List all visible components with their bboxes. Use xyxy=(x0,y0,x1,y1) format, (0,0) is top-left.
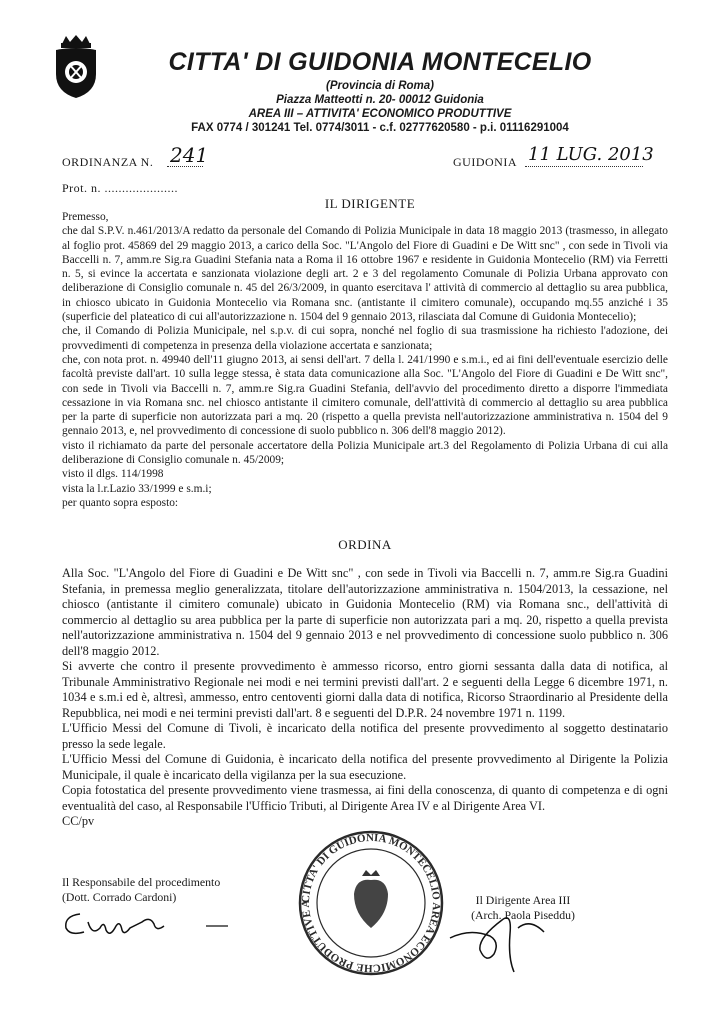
left-handwritten-signature xyxy=(58,902,238,947)
premesso-paragraph: vista la l.r.Lazio 33/1999 e s.m.i; xyxy=(62,482,212,495)
ordina-paragraph: L'Ufficio Messi del Comune di Tivoli, è incaricato della notifica del presente provvedimento al soggetto destinatario presso la sede legale. xyxy=(62,721,668,751)
ordinanza-label: ORDINANZA N. xyxy=(62,155,154,169)
right-handwritten-signature xyxy=(440,898,580,983)
ordina-section xyxy=(62,566,668,830)
right-role: Il Dirigente Area III xyxy=(475,893,571,907)
ordina-paragraph: Copia fotostatica del presente provvedimento viene trasmessa, ai fini della conoscenza, di quanto di competenza e di ogni eventualità del caso, al Responsabile l'Ufficio Tributi, al Dirigente Area IV e al Dirigente Area VI. xyxy=(62,783,668,813)
left-name: (Dott. Corrado Cardoni) xyxy=(62,890,177,904)
premesso-paragraph: che dal S.P.V. n.461/2013/A redatto da personale del Comando di Polizia Municipale in data 18 maggio 2013 (trasmesso, in allegato al foglio prot. 45869 del 29 maggio 2013, a carico della Soc. "L'Angolo del Fiore di Guadini e De Witt snc" , con sede in Tivoli via Baccelli n. 7, amm.re Sig.ra Guadini Stefania nata a Roma il 16 ottobre 1967 e residente in Guidonia Montecelio (RM) via Ferretti n. 5, si evince la accertata e sanzionata violazione degli art. 2 e 3 del regolamento Comunale di Polizia Urbana approvato con deliberazione di Consiglio comunale n. 45 del 26/3/2009, in quanto esercitava l' attività di commercio al dettaglio su area pubblica, in chiosco ubicato in Guidonia Montecelio via Romana snc. (antistante il cimitero comunale), occupando mq.55 anziché i 35 (superficie del plateatico di cui all'autorizzazione n. 1504 del 9 gennaio 2013, rilasciata dal Comune di Guidonia Montecelio); xyxy=(62,225,668,324)
prot-label: Prot. n. ..................... xyxy=(62,181,179,195)
ordinanza-number: 241 xyxy=(170,143,209,167)
cc-initials: CC/pv xyxy=(62,814,95,828)
province: (Provincia di Roma) xyxy=(326,80,434,92)
date-handwritten: 11 LUG. 2013 xyxy=(528,144,654,165)
stamp-text: CITTA' DI GUIDONIA MONTECELIO AREA ECONOMICHE PRODUTTIVE A xyxy=(299,831,443,975)
left-role: Il Responsabile del procedimento xyxy=(62,875,221,889)
ordina-paragraph: L'Ufficio Messi del Comune di Guidonia, è incaricato della notifica del presente provvedimento al Dirigente la Polizia Municipale, il quale è incaricato della vigilanza per la sua esecuzione. xyxy=(62,752,668,782)
premesso-paragraph: che, con nota prot. n. 49940 dell'11 giugno 2013, ai sensi dell'art. 7 della l. 241/1990 e s.m.i., ed ai fini dell'eventuale esercizio delle facoltà previste dall'art. 10 sulla legge stessa, è stata data comunicazione alla Soc. "L'Angolo del Fiore di Guadini e De Witt snc", con sede in Tivoli via Baccelli n. 7, amm.re Sig.ra Guadini Stefania, dell'avvio del procedimento diretto a disporre l'immediata cessazione in via Romana snc. nel chiosco antistante il cimitero comunale, dell'attività di commercio al dettaglio su area pubblica per la parte di superficie non autorizzata pari a mq. 20 (rispetto a quella prevista nell'autorizzazione amministrativa n. 1504 del 9 gennaio 2013, e, nel provvedimento di concessione di suolo pubblico n. 306 dell'8 maggio 2012). xyxy=(62,353,668,438)
left-signature-block xyxy=(62,875,220,905)
official-stamp xyxy=(296,828,446,978)
right-name: (Arch. Paola Piseddu) xyxy=(471,908,575,922)
premesso-paragraph: visto il richiamato da parte del personale accertatore della Polizia Municipale art.3 del Regolamento di Polizia Urbana di cui alla deliberazione di Consiglio comunale n. 45/2009; xyxy=(62,439,668,467)
ordina-paragraph: Si avverte che contro il presente provvedimento è ammesso ricorso, entro giorni sessanta dalla data di notifica, al Tribunale Amministrativo Regionale nei modi e nei termini previsti dall'art. 2 e seguenti della Legge 6 dicembre 1971, n. 1034 e s.m.i ed è, altresì, ammesso, entro centoventi giorni dalla data di notifica, Ricorso Straordinario al Presidente della Repubblica, nei modi e nei termini previsti dall'art. 8 e seguenti del D.P.R. 24 novembre 1971 n. 1199. xyxy=(62,659,668,720)
coat-of-arms-logo xyxy=(50,34,102,100)
address: Piazza Matteotti n. 20- 00012 Guidonia xyxy=(276,94,484,106)
city-name: CITTA' DI GUIDONIA MONTECELIO xyxy=(168,48,592,76)
premesso-section xyxy=(62,210,668,510)
premesso-intro: Premesso, xyxy=(62,211,109,223)
date-dots xyxy=(525,166,643,167)
title-dirigente: IL DIRIGENTE xyxy=(324,196,416,211)
premesso-paragraph: che, il Comando di Polizia Municipale, nel s.p.v. di cui sopra, nonché nel foglio di sua trasmissione ha richiesto l'adozione, dei provvedimenti di competenza in presenza della violazione accertata e sanzionata; xyxy=(62,325,668,352)
area-name: AREA III – ATTIVITA' ECONOMICO PRODUTTIVE xyxy=(248,108,512,120)
premesso-paragraph: visto il dlgs. 114/1998 xyxy=(62,468,164,481)
city-date-label: GUIDONIA xyxy=(453,155,517,169)
contacts: FAX 0774 / 301241 Tel. 0774/3011 - c.f. 02777620580 - p.i. 01116291004 xyxy=(191,122,569,134)
ordina-paragraph: Alla Soc. "L'Angolo del Fiore di Guadini e De Witt snc" , con sede in Tivoli via Baccelli n. 7, amm.re Sig.ra Guadini Stefania, in premessa meglio generalizzata, titolare dell'autorizzazione amministrativa n. 1504/2013, la cessazione, nel chiosco (antistante il cimitero comunale) ubicato in Guidonia Montecelio (RM) via Romana snc., dell'attività di commercio al dettaglio su area pubblica per la parte di superficie non autorizzata pari a mq. 20, rispetto a quella prevista nell'autorizzazione amministrativa n. 1504 del 9 gennaio 2013 e nel provvedimento di concessione suolo pubblico n. 306 dell'8 maggio 2012. xyxy=(62,566,668,658)
premesso-paragraph: per quanto sopra esposto: xyxy=(62,496,179,509)
title-ordina: ORDINA xyxy=(338,537,392,552)
